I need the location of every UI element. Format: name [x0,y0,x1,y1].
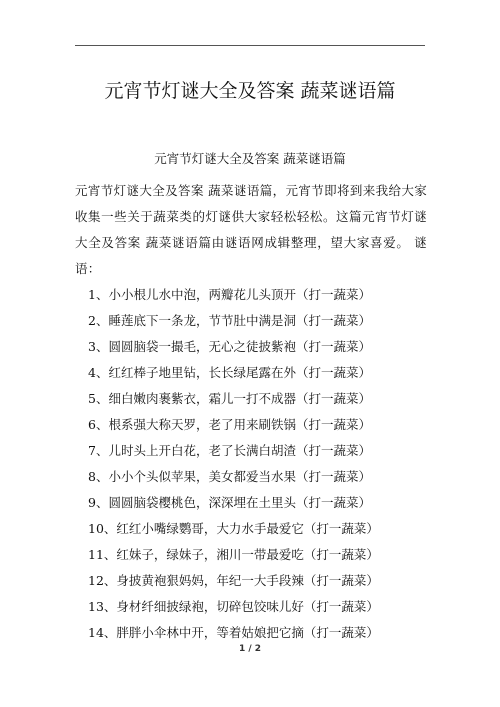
header-rule [75,45,425,46]
page-number: 1 / 2 [238,644,262,654]
riddle-item: 12、身披黄袍狠妈妈，年纪一大手段辣（打一蔬菜） [88,573,379,588]
riddle-item: 4、红红棒子地里钻，长长绿尾露在外（打一蔬菜） [88,365,371,380]
article-subtitle: 元宵节灯谜大全及答案 蔬菜谜语篇 [154,151,346,166]
riddle-item: 3、圆圆脑袋一撮毛，无心之徒披紫袍（打一蔬菜） [88,339,371,354]
riddle-item: 1、小小根儿水中泡，两瓣花儿头顶开（打一蔬菜） [88,287,371,302]
riddle-item: 9、圆圆脑袋樱桃色，深深埋在土里头（打一蔬菜） [88,495,371,510]
riddle-item: 7、儿时头上开白花，老了长满白胡渣（打一蔬菜） [88,443,371,458]
riddle-item: 14、胖胖小伞林中开，等着姑娘把它摘（打一蔬菜） [88,625,379,640]
page-title: 元宵节灯谜大全及答案 蔬菜谜语篇 [104,80,396,102]
riddle-list [88,282,428,646]
riddle-item: 11、红妹子，绿妹子，湘川一带最爱吃（打一蔬菜） [88,547,379,562]
riddle-item: 13、身材纤细披绿袍，切碎包饺味儿好（打一蔬菜） [88,599,379,614]
intro-paragraph: 元宵节灯谜大全及答案 蔬菜谜语篇，元宵节即将到来我给大家收集一些关于蔬菜类的灯谜供大家轻松轻松。这篇元宵节灯谜大全及答案 蔬菜谜语篇由谜语网成辑整理，望大家喜爱。 谜语： [75,183,427,276]
riddle-item: 2、睡莲底下一条龙，节节肚中满是洞（打一蔬菜） [88,313,371,328]
riddle-item: 5、细白嫩肉裹紫衣，霜儿一打不成器（打一蔬菜） [88,391,371,406]
riddle-item: 8、小小个头似苹果，美女都爱当水果（打一蔬菜） [88,469,371,484]
riddle-item: 6、根系强大称天罗，老了用来刷铁锅（打一蔬菜） [88,417,371,432]
riddle-item: 10、红红小嘴绿鹦哥，大力水手最爱它（打一蔬菜） [88,521,379,536]
